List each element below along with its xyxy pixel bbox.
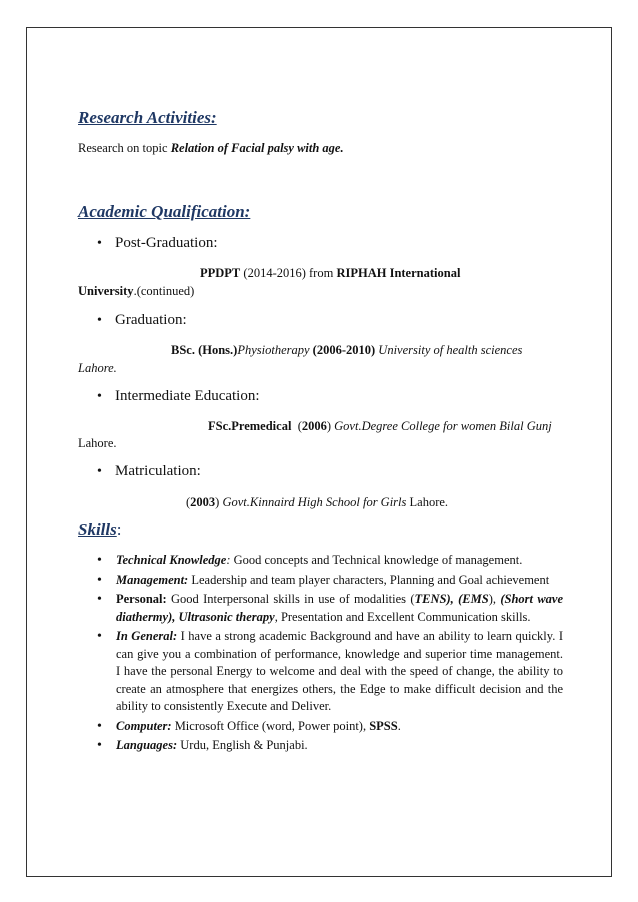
- bullet-icon: •: [97, 572, 102, 588]
- qual-postgrad-label: Post-Graduation:: [115, 235, 218, 251]
- postgrad-detail: (2014-2016) from: [243, 266, 334, 280]
- research-line: [78, 141, 344, 156]
- inter-year-open: (: [297, 419, 302, 433]
- skill-text-a: Good Interpersonal skills in use of modalities (: [166, 592, 415, 606]
- bullet-icon: •: [97, 553, 102, 568]
- postgrad-cont-rest: .(continued): [133, 284, 195, 298]
- skill-computer: [97, 718, 563, 736]
- matric-year-open: (: [186, 495, 191, 509]
- bullet-icon: •: [97, 718, 102, 734]
- postgrad-institution: RIPHAH International: [336, 266, 461, 280]
- skill-management: [97, 572, 563, 590]
- skill-personal: [97, 591, 563, 626]
- skill-text: Leadership and team player characters, Planning and Goal achievement: [188, 572, 550, 587]
- skill-title: Management:: [116, 572, 189, 587]
- qual-postgrad: [97, 235, 218, 252]
- matric-year: 2003: [190, 495, 216, 509]
- skill-text-a: Microsoft Office (word, Power point),: [171, 718, 370, 733]
- skill-title: Technical Knowledge: [116, 553, 227, 567]
- skill-short: (Short wave diathermy), Ultrasonic therapy: [116, 592, 564, 624]
- inter-institution: Govt.Degree College for women Bilal Gunj: [334, 419, 552, 433]
- skill-languages: [97, 737, 563, 755]
- bullet-icon: •: [97, 389, 102, 404]
- grad-city: Lahore.: [78, 361, 117, 375]
- skill-general: [97, 628, 563, 716]
- qual-grad-detail: [171, 343, 522, 358]
- qual-grad-label: Graduation:: [115, 312, 187, 328]
- qual-inter-label: Intermediate Education:: [115, 388, 260, 404]
- postgrad-cont-bold: University: [78, 284, 134, 298]
- bullet-icon: •: [97, 464, 102, 479]
- academic-heading: Academic Qualification:: [78, 202, 251, 221]
- bullet-icon: •: [97, 313, 102, 328]
- bullet-icon: •: [97, 629, 102, 644]
- inter-degree: FSc.Premedical: [208, 419, 292, 433]
- qual-postgrad-cont: [78, 284, 194, 299]
- skill-technical: [97, 552, 563, 570]
- skill-tens: TENS), (EMS: [414, 592, 489, 606]
- grad-years: (2006-2010): [312, 343, 376, 357]
- grad-field: Physiotherapy: [237, 343, 310, 357]
- qual-matric-detail: [186, 495, 448, 510]
- skill-spss: SPSS: [369, 718, 398, 733]
- matric-year-close: ): [215, 495, 220, 509]
- skills-heading-colon: :: [116, 520, 122, 539]
- grad-degree: BSc. (Hons.): [171, 343, 238, 357]
- skill-title: In General:: [116, 629, 178, 643]
- skill-text: I have a strong academic Background and have an ability to learn quickly. I can give you a combination of performance, knowledge and superior time management. I have the personal Energy to welcome and deal with the speed of change, the ability to create an atmosphere that energizes others, the Edge to make difficult decision and the ability to consistently Execute and Deliver.: [116, 629, 563, 713]
- skill-title: Computer:: [116, 718, 172, 733]
- grad-institution: University of health sciences: [378, 343, 523, 357]
- research-topic: Relation of Facial palsy with age.: [170, 141, 344, 155]
- skill-text: Good concepts and Technical knowledge of management.: [230, 553, 523, 567]
- qual-inter: [97, 388, 260, 405]
- research-heading: Research Activities:: [78, 108, 217, 127]
- qual-matric: [97, 463, 201, 480]
- qual-matric-label: Matriculation:: [115, 463, 201, 479]
- skill-text-b: ),: [488, 592, 501, 606]
- qual-inter-detail: [208, 419, 552, 434]
- research-prefix: Research on topic: [78, 141, 168, 155]
- skill-text-b: .: [397, 718, 401, 733]
- matric-city: Lahore.: [409, 495, 449, 509]
- inter-city: Lahore.: [78, 436, 117, 450]
- inter-year: 2006: [301, 419, 327, 433]
- skills-list: [97, 552, 563, 757]
- qual-grad: [97, 312, 187, 329]
- skill-title: Personal:: [116, 592, 167, 606]
- skill-text: Urdu, English & Punjabi.: [177, 738, 308, 752]
- skills-heading-text: Skills: [78, 520, 117, 539]
- skills-heading: [78, 520, 121, 540]
- postgrad-degree: PPDPT: [200, 266, 241, 280]
- bullet-icon: •: [97, 738, 102, 753]
- qual-postgrad-detail: [200, 266, 460, 281]
- matric-institution: Govt.Kinnaird High School for Girls: [222, 495, 407, 509]
- bullet-icon: •: [97, 236, 102, 251]
- inter-year-close: ): [326, 419, 332, 433]
- bullet-icon: •: [97, 592, 102, 607]
- skill-title: Languages:: [116, 738, 178, 752]
- skill-sep: :: [226, 553, 231, 567]
- skill-text-c: , Presentation and Excellent Communication skills.: [274, 609, 531, 624]
